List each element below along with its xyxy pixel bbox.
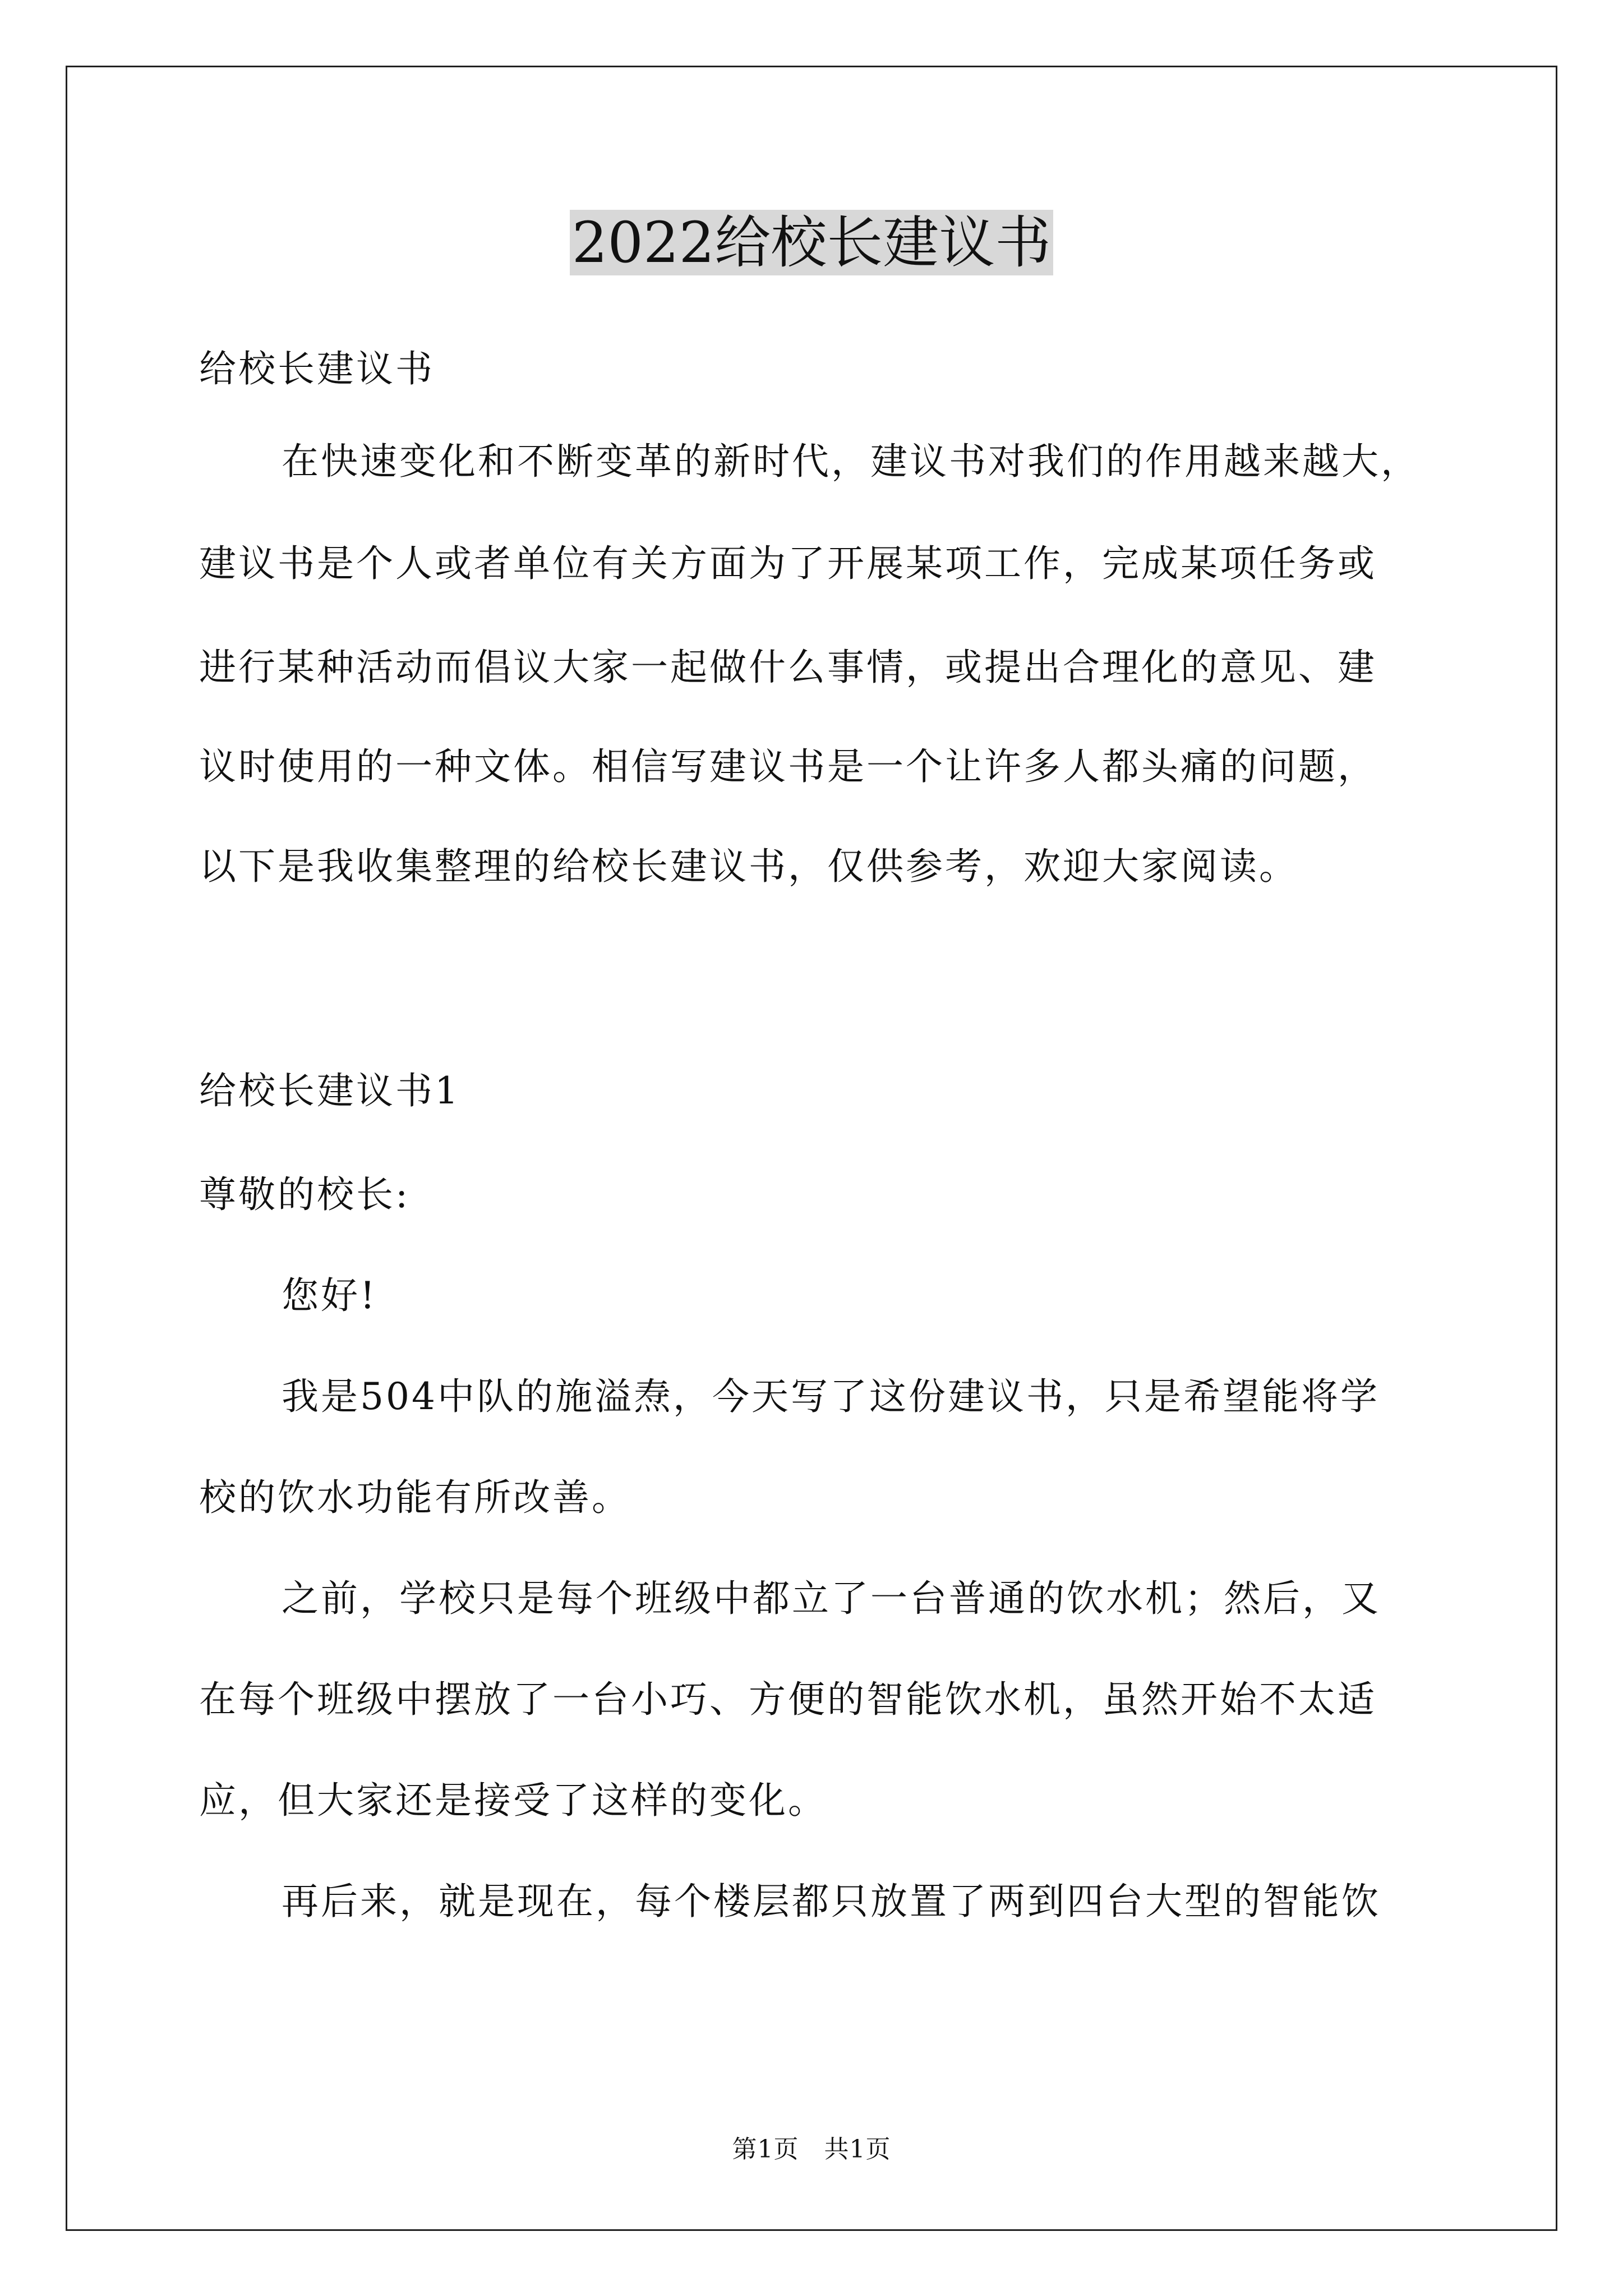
intro-line-1: 在快速变化和不断变革的新时代，建议书对我们的作用越来越大， [282, 440, 1420, 483]
body-line-5: 应，但大家还是接受了这样的变化。 [199, 1779, 827, 1822]
document-title [0, 204, 1623, 282]
intro-line-3: 进行某种活动而倡议大家一起做什么事情，或提出合理化的意见、建 [199, 646, 1377, 689]
page-footer: 第1页 共1页 [732, 2135, 891, 2164]
section-heading: 给校长建议书 [199, 347, 435, 390]
body-line-4: 在每个班级中摆放了一台小巧、方便的智能饮水机，虽然开始不太适 [199, 1678, 1377, 1721]
body-line-1: 我是504中队的施溢焘，今天写了这份建议书，只是希望能将学 [282, 1375, 1380, 1418]
salutation: 尊敬的校长: [199, 1173, 411, 1216]
body-line-6: 再后来，就是现在，每个楼层都只放置了两到四台大型的智能饮 [282, 1880, 1381, 1923]
intro-line-4: 议时使用的一种文体。相信写建议书是一个让许多人都头痛的问题， [199, 745, 1377, 788]
body-line-2: 校的饮水功能有所改善。 [199, 1476, 631, 1519]
document-title-text: 2022给校长建议书 [570, 210, 1054, 275]
greeting: 您好! [282, 1274, 377, 1317]
body-line-3: 之前，学校只是每个班级中都立了一台普通的饮水机；然后，又 [282, 1577, 1381, 1620]
letter-heading: 给校长建议书1 [199, 1069, 460, 1112]
intro-line-2: 建议书是个人或者单位有关方面为了开展某项工作，完成某项任务或 [199, 542, 1377, 585]
intro-line-5: 以下是我收集整理的给校长建议书，仅供参考，欢迎大家阅读。 [199, 845, 1298, 888]
